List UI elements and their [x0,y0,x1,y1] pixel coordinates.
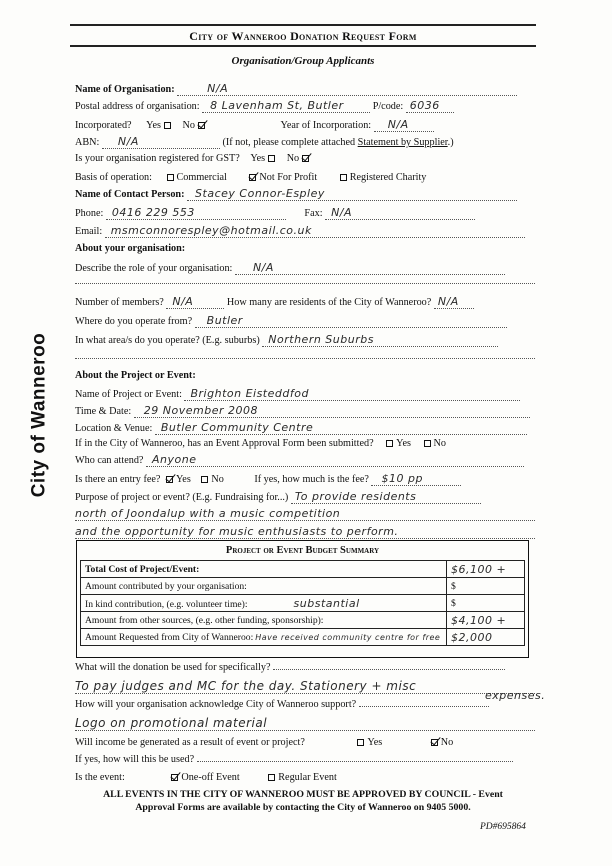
income-use-field[interactable] [197,761,513,762]
acknowledge-field[interactable] [359,706,489,707]
income-no-label: No [440,737,454,748]
one-off-label: One-off Event [181,772,240,783]
postal-field[interactable]: 8 Lavenham St, Butler [202,99,370,113]
budget-row-amount[interactable]: $ [447,578,525,595]
project-name-row [75,387,520,401]
footer-notice-line-2: Approval Forms are available by contacting the City of Wanneroo on 9405 5000. [135,802,471,813]
attend-label: Who can attend? [75,455,144,466]
donation-use-label: What will the donation be used for specifically? [75,662,271,673]
year-inc-field[interactable]: N/A [374,118,434,132]
gst-no-checkbox[interactable] [302,155,309,162]
fee-row [75,472,461,486]
time-field[interactable]: 29 November 2008 [134,404,530,418]
fee-no-checkbox[interactable] [201,476,208,483]
budget-row [81,578,525,595]
area-row [75,333,498,347]
purpose-row [75,490,481,504]
operate-row [75,314,507,328]
basis-row [75,172,426,183]
incorporated-no-label: No [182,120,195,131]
attend-field[interactable]: Anyone [146,453,524,467]
budget-row-amount[interactable]: $4,100 + [447,612,525,629]
contact-field[interactable]: Stacey Connor-Espley [187,187,517,201]
time-row [75,404,530,418]
residents-field[interactable]: N/A [434,295,474,309]
incorporated-no-checkbox[interactable] [198,122,205,129]
role-field[interactable]: N/A [235,261,505,275]
purpose-field[interactable]: To provide residents [291,490,481,504]
abn-label: ABN: [75,137,100,148]
basis-nfp-label: Not For Profit [259,172,318,183]
members-row [75,295,474,309]
role-label: Describe the role of your organisation: [75,263,233,274]
area-label: In what area/s do you operate? (E.g. suburbs) [75,335,260,346]
budget-row-label: In kind contribution, (e.g. volunteer time): substantial [81,595,447,612]
income-use-row [75,754,513,765]
basis-nfp-checkbox[interactable] [249,174,256,181]
role-extra-line[interactable] [75,283,535,284]
gst-row [75,153,312,164]
budget-row-label: Amount from other sources, (e.g. other funding, sponsorship): [81,612,447,629]
email-field[interactable]: msmconnorespley@hotmail.co.uk [105,224,525,238]
approval-yes-checkbox[interactable] [386,440,393,447]
fee-amount-label: If yes, how much is the fee? [254,474,369,485]
purpose-line-3[interactable]: and the opportunity for music enthusiasts to perform. [75,525,535,539]
budget-row [81,612,525,629]
phone-label: Phone: [75,208,104,219]
budget-row-amount[interactable]: $2,000 [447,629,525,646]
members-field[interactable]: N/A [166,295,224,309]
budget-row-label: Amount contributed by your organisation: [81,578,447,595]
org-name-field[interactable]: N/A [177,82,517,96]
approval-yes-label: Yes [396,438,411,449]
postcode-label: P/code: [372,101,404,112]
fax-field[interactable]: N/A [325,206,475,220]
requested-note: Have received community centre for free [255,632,441,642]
fee-no-label: No [211,474,224,485]
basis-charity-label: Registered Charity [349,172,427,183]
postal-label: Postal address of organisation: [75,101,200,112]
time-label: Time & Date: [75,406,132,417]
location-row [75,421,527,435]
operate-field[interactable]: Butler [195,314,507,328]
form-title: City of Wanneroo Donation Request Form [189,29,417,43]
members-label: Number of members? [75,297,164,308]
incorporated-label: Incorporated? [75,120,132,131]
email-label: Email: [75,226,103,237]
basis-commercial-checkbox[interactable] [167,174,174,181]
phone-row [75,206,475,220]
income-label: Will income be generated as a result of event or project? [75,737,305,748]
regular-checkbox[interactable] [268,774,275,781]
regular-label: Regular Event [278,772,337,783]
title-rule [70,45,536,47]
acknowledge-row [75,699,489,710]
donation-use-row [75,662,505,673]
donation-use-continued: expenses. [485,689,546,702]
residents-label: How many are residents of the City of Wanneroo? [226,297,432,308]
postcode-field[interactable]: 6036 [406,99,454,113]
sidebar-brand [20,300,58,530]
gst-yes-label: Yes [250,153,266,164]
area-field[interactable]: Northern Suburbs [262,333,498,347]
project-name-field[interactable]: Brighton Eisteddfod [184,387,520,401]
email-row [75,224,525,238]
basis-label: Basis of operation: [75,172,152,183]
postal-row [75,99,454,113]
sidebar-brand-text: City of Wanneroo [28,332,50,498]
budget-table [80,560,525,646]
one-off-checkbox[interactable] [171,774,178,781]
budget-heading: Project or Event Budget Summary [225,545,380,556]
event-type-row [75,772,337,783]
budget-row-amount[interactable]: $6,100 + [447,561,525,578]
basis-commercial-label: Commercial [176,172,227,183]
location-label: Location & Venue: [75,423,153,434]
approval-no-checkbox[interactable] [424,440,431,447]
incorporated-row [75,118,434,132]
footer-notice-line-1: ALL EVENTS IN THE CITY OF WANNEROO MUST BE APPROVED BY COUNCIL - Event [103,789,503,800]
income-no-checkbox[interactable] [431,739,438,746]
area-extra-line[interactable] [75,358,535,359]
event-type-label: Is the event: [75,772,125,783]
budget-row [81,629,525,646]
statement-by-supplier-link[interactable]: Statement by Supplier [357,137,448,148]
about-org-heading: About your organisation: [75,243,186,254]
org-name-row [75,82,517,96]
income-yes-checkbox[interactable] [357,739,364,746]
income-use-label: If yes, how will this be used? [75,754,195,765]
budget-row-label: Amount Requested from City of Wanneroo: Have received community centre for free [81,629,447,646]
year-inc-label: Year of Incorporation: [280,120,372,131]
abn-row [75,135,454,149]
contact-row [75,187,517,201]
donation-use-line-2[interactable]: To pay judges and MC for the day. Stationery + misc [75,679,535,694]
approval-no-label: No [433,438,446,449]
fax-label: Fax: [304,208,323,219]
incorporated-yes-checkbox[interactable] [164,122,171,129]
income-row [75,737,453,748]
budget-row-amount[interactable]: $ [447,595,525,612]
donation-use-field[interactable] [273,669,505,670]
location-field[interactable]: Butler Community Centre [155,421,527,435]
budget-row-label: Total Cost of Project/Event: [81,561,447,578]
phone-field[interactable]: 0416 229 553 [106,206,286,220]
approval-row [75,438,446,449]
abn-note: (If not, please complete attached [222,137,356,148]
abn-note-end: .) [447,137,454,148]
project-heading: About the Project or Event: [75,370,196,381]
basis-charity-checkbox[interactable] [340,174,347,181]
contact-label: Name of Contact Person: [75,189,185,200]
top-rule [70,24,536,26]
project-name-label: Name of Project or Event: [75,389,182,400]
gst-no-label: No [286,153,300,164]
budget-row [81,561,525,578]
budget-row [81,595,525,612]
incorporated-yes-label: Yes [146,120,161,131]
approval-label: If in the City of Wanneroo, has an Event Approval Form been submitted? [75,438,374,449]
org-name-label: Name of Organisation: [75,84,175,95]
gst-label: Is your organisation registered for GST? [75,153,240,164]
fee-label: Is there an entry fee? [75,474,161,485]
in-kind-note: substantial [293,596,360,610]
section-applicants: Organisation/Group Applicants [231,55,375,67]
purpose-label: Purpose of project or event? (E.g. Fundraising for...) [75,492,289,503]
purpose-line-2[interactable]: north of Joondalup with a music competition [75,507,535,521]
acknowledge-line-2[interactable]: Logo on promotional material [75,716,535,731]
income-yes-label: Yes [367,737,383,748]
document-id: PD#695864 [480,822,526,832]
fee-yes-label: Yes [175,474,191,485]
abn-field[interactable]: N/A [102,135,220,149]
gst-yes-checkbox[interactable] [268,155,275,162]
operate-label: Where do you operate from? [75,316,193,327]
acknowledge-label: How will your organisation acknowledge City of Wanneroo support? [75,699,357,710]
role-row [75,261,505,275]
fee-amount-field[interactable]: $10 pp [371,472,461,486]
fee-yes-checkbox[interactable] [166,476,173,483]
attend-row [75,453,524,467]
